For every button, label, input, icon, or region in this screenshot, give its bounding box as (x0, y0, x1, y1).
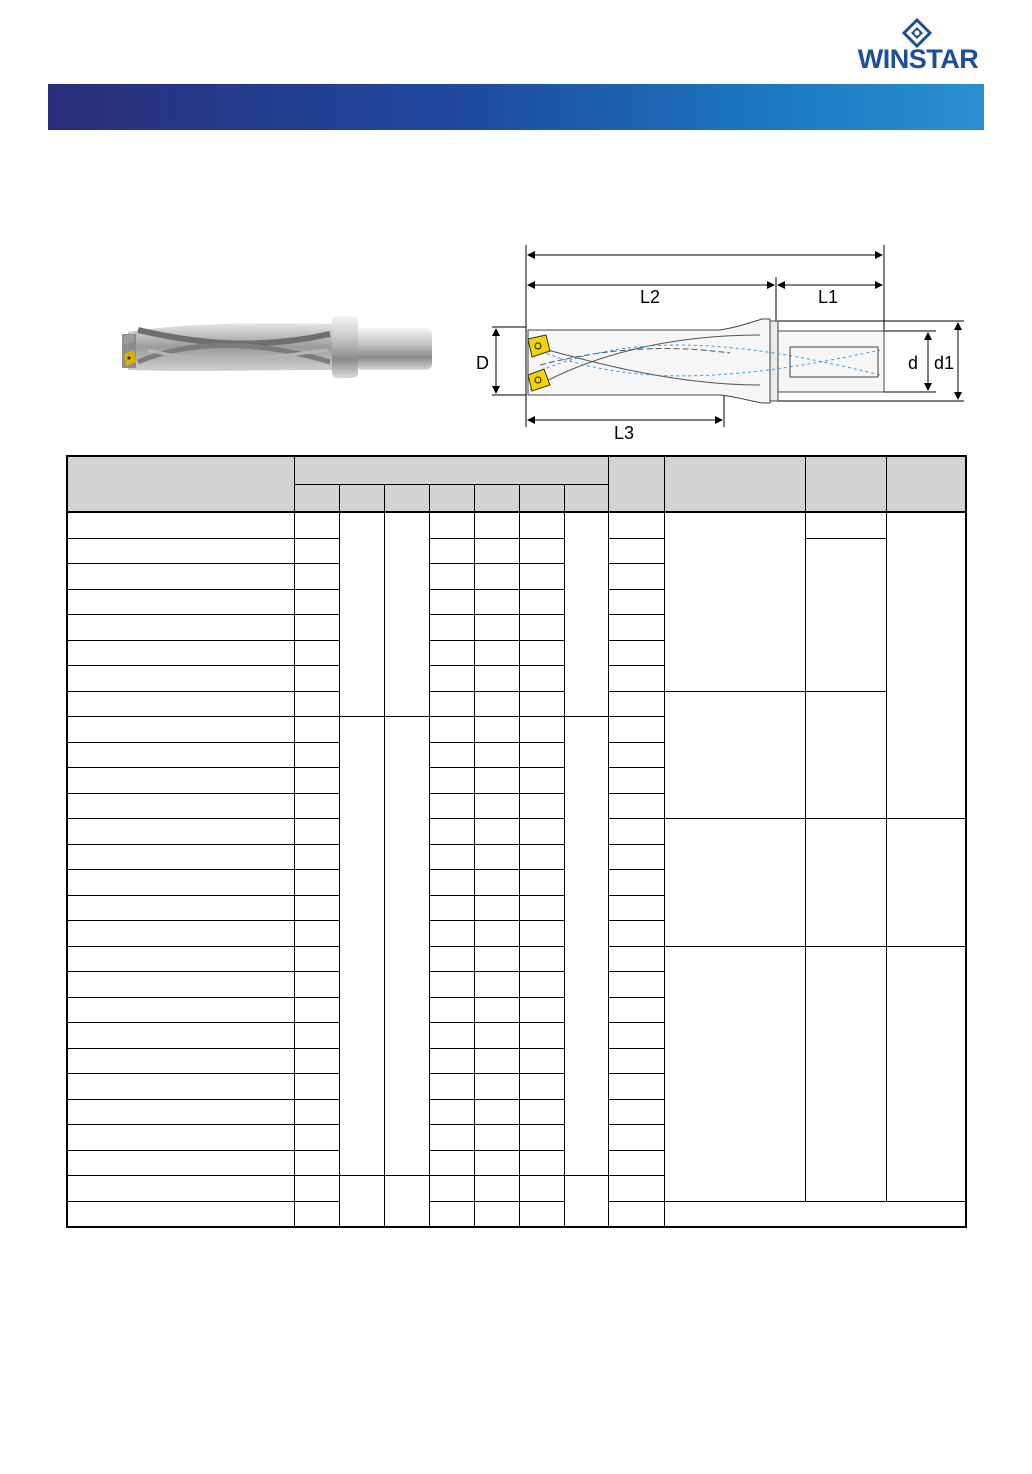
table-cell (384, 717, 429, 1176)
table-cell (294, 538, 339, 564)
table-cell (294, 870, 339, 896)
table-cell (474, 997, 519, 1023)
table-cell (608, 1150, 664, 1176)
table-cell (67, 666, 294, 692)
label-d1: d1 (934, 353, 955, 373)
table-cell (67, 844, 294, 870)
table-cell (519, 768, 564, 794)
spec-table (66, 455, 967, 1228)
table-cell (294, 895, 339, 921)
table-cell (608, 870, 664, 896)
table-cell (474, 1201, 519, 1227)
table-cell (608, 1176, 664, 1202)
table-cell (294, 512, 339, 538)
table-cell (294, 742, 339, 768)
header-banner (48, 84, 984, 130)
table-cell (519, 717, 564, 743)
table-row (67, 538, 966, 564)
table-cell (429, 640, 474, 666)
table-cell (294, 1099, 339, 1125)
table-cell (429, 589, 474, 615)
drill-dimension-diagram (470, 235, 980, 445)
table-cell (67, 589, 294, 615)
table-cell (429, 895, 474, 921)
table-cell (519, 742, 564, 768)
table-cell (294, 691, 339, 717)
table-cell (519, 819, 564, 845)
table-cell (664, 691, 805, 819)
table-cell (519, 666, 564, 692)
table-cell (608, 819, 664, 845)
table-cell (429, 921, 474, 947)
table-cell (429, 564, 474, 590)
table-cell (294, 1074, 339, 1100)
table-row (67, 819, 966, 845)
table-cell (67, 1074, 294, 1100)
table-cell (67, 640, 294, 666)
label-L1: L1 (818, 287, 839, 307)
table-cell (664, 819, 805, 947)
table-cell (67, 1125, 294, 1151)
table-cell (294, 640, 339, 666)
table-cell (564, 717, 608, 1176)
table-cell (429, 1150, 474, 1176)
table-cell (805, 512, 886, 538)
table-cell (384, 1176, 429, 1228)
table-cell (67, 819, 294, 845)
table-cell (429, 1201, 474, 1227)
table-cell (664, 946, 805, 1201)
table-cell (474, 589, 519, 615)
header-cell (805, 456, 886, 512)
table-cell (67, 972, 294, 998)
table-cell (67, 1099, 294, 1125)
table-cell (294, 819, 339, 845)
table-cell (294, 564, 339, 590)
table-row (67, 1201, 966, 1227)
table-cell (474, 972, 519, 998)
table-cell (564, 512, 608, 717)
table-cell (608, 640, 664, 666)
table-cell (429, 512, 474, 538)
table-cell (67, 1150, 294, 1176)
table-cell (608, 921, 664, 947)
table-cell (474, 1023, 519, 1049)
table-cell (294, 997, 339, 1023)
table-cell (384, 512, 429, 717)
table-cell (519, 1048, 564, 1074)
table-cell (429, 1048, 474, 1074)
table-cell (67, 1023, 294, 1049)
table-cell (67, 768, 294, 794)
table-cell (474, 870, 519, 896)
table-cell (67, 564, 294, 590)
table-row (67, 512, 966, 538)
table-cell (608, 742, 664, 768)
table-cell (805, 691, 886, 819)
table-cell (519, 1023, 564, 1049)
table-cell (474, 844, 519, 870)
table-cell (294, 1176, 339, 1202)
table-cell (429, 1023, 474, 1049)
table-cell (429, 1074, 474, 1100)
header-cell (608, 456, 664, 512)
table-cell (429, 844, 474, 870)
table-cell (429, 1099, 474, 1125)
table-cell (519, 972, 564, 998)
table-cell (608, 666, 664, 692)
table-cell (294, 589, 339, 615)
table-cell (67, 615, 294, 641)
table-cell (429, 819, 474, 845)
table-cell (608, 1023, 664, 1049)
table-cell (67, 717, 294, 743)
table-cell (294, 666, 339, 692)
table-cell (294, 1201, 339, 1227)
table-cell (805, 819, 886, 947)
table-cell (67, 895, 294, 921)
table-cell (608, 895, 664, 921)
table-cell (519, 691, 564, 717)
table-cell (886, 512, 966, 819)
table-cell (474, 564, 519, 590)
table-cell (294, 793, 339, 819)
table-cell (474, 1048, 519, 1074)
table-cell (294, 717, 339, 743)
table-cell (294, 972, 339, 998)
header-cell (429, 485, 474, 513)
table-cell (608, 691, 664, 717)
table-cell (519, 640, 564, 666)
table-cell (474, 946, 519, 972)
drill-product-photo (118, 310, 438, 390)
table-cell (474, 1176, 519, 1202)
header-cell (294, 456, 608, 485)
table-cell (608, 997, 664, 1023)
table-cell (564, 1176, 608, 1228)
table-cell (474, 512, 519, 538)
table-cell (608, 717, 664, 743)
brand-logo (848, 18, 988, 74)
table-cell (67, 742, 294, 768)
header-cell (564, 485, 608, 513)
table-cell (67, 997, 294, 1023)
table-cell (429, 870, 474, 896)
table-cell (67, 870, 294, 896)
table-cell (429, 972, 474, 998)
table-cell (67, 512, 294, 538)
table-cell (294, 1125, 339, 1151)
table-cell (429, 1176, 474, 1202)
table-cell (805, 538, 886, 691)
table-cell (608, 793, 664, 819)
table-cell (429, 768, 474, 794)
table-cell (339, 1176, 384, 1228)
table-cell (519, 1099, 564, 1125)
table-cell (474, 895, 519, 921)
table-cell (67, 538, 294, 564)
table-cell (474, 538, 519, 564)
table-cell (474, 819, 519, 845)
header-cell (474, 485, 519, 513)
table-cell (608, 972, 664, 998)
table-cell (608, 1125, 664, 1151)
table-cell (294, 768, 339, 794)
table-cell (608, 538, 664, 564)
table-cell (429, 1125, 474, 1151)
table-cell (519, 946, 564, 972)
table-cell (339, 717, 384, 1176)
table-cell (294, 946, 339, 972)
table-row (67, 691, 966, 717)
table-cell (519, 1074, 564, 1100)
table-cell (429, 997, 474, 1023)
table-cell (519, 1125, 564, 1151)
table-cell (805, 946, 886, 1201)
table-cell (294, 844, 339, 870)
table-cell (429, 691, 474, 717)
table-cell (474, 691, 519, 717)
header-cell (519, 485, 564, 513)
table-cell (519, 1201, 564, 1227)
header-cell (339, 485, 384, 513)
table-cell (519, 997, 564, 1023)
header-cell (664, 456, 805, 512)
table-cell (608, 844, 664, 870)
label-d: d (908, 353, 919, 373)
table-cell (519, 615, 564, 641)
table-cell (67, 1176, 294, 1202)
table-cell (664, 512, 805, 691)
table-cell (67, 1201, 294, 1227)
label-L2: L2 (640, 287, 661, 307)
table-cell (519, 793, 564, 819)
table-cell (608, 512, 664, 538)
table-cell (608, 1201, 664, 1227)
table-cell (474, 768, 519, 794)
table-cell (67, 793, 294, 819)
table-cell (608, 589, 664, 615)
table-cell (67, 691, 294, 717)
table-cell (294, 1023, 339, 1049)
label-L3: L3 (614, 423, 635, 443)
header-cell (384, 485, 429, 513)
table-cell (608, 946, 664, 972)
table-cell (519, 921, 564, 947)
table-cell (474, 1074, 519, 1100)
table-cell (429, 717, 474, 743)
table-cell (886, 946, 966, 1201)
table-cell (474, 640, 519, 666)
table-cell (429, 615, 474, 641)
table-cell (294, 1048, 339, 1074)
table-cell (294, 921, 339, 947)
table-cell (339, 512, 384, 717)
table-cell (519, 564, 564, 590)
table-cell (294, 1150, 339, 1176)
table-cell (429, 742, 474, 768)
table-cell (474, 1125, 519, 1151)
header-cell (886, 456, 966, 512)
table-cell (519, 895, 564, 921)
logo-text: WINSTAR (857, 44, 979, 74)
table-cell (519, 1150, 564, 1176)
table-cell (608, 768, 664, 794)
table-cell (474, 1150, 519, 1176)
table-cell (886, 819, 966, 947)
table-cell (519, 538, 564, 564)
table-cell (608, 564, 664, 590)
table-cell (429, 666, 474, 692)
table-cell (67, 1048, 294, 1074)
header-cell (67, 456, 294, 512)
table-cell (429, 538, 474, 564)
table-cell (519, 589, 564, 615)
table-cell (474, 666, 519, 692)
table-cell (474, 921, 519, 947)
table-cell (294, 615, 339, 641)
table-cell (519, 512, 564, 538)
table-cell (474, 615, 519, 641)
table-cell (474, 1099, 519, 1125)
table-cell (608, 615, 664, 641)
table-cell (474, 742, 519, 768)
table-cell (474, 717, 519, 743)
table-cell (608, 1099, 664, 1125)
table-cell (519, 870, 564, 896)
table-cell (67, 921, 294, 947)
table-cell (67, 946, 294, 972)
header-cell (294, 485, 339, 513)
table-cell (519, 844, 564, 870)
table-cell (519, 1176, 564, 1202)
label-D: D (476, 353, 489, 373)
table-cell (474, 793, 519, 819)
table-cell (608, 1074, 664, 1100)
table-cell (608, 1048, 664, 1074)
table-row (67, 946, 966, 972)
table-cell (429, 946, 474, 972)
table-cell (429, 793, 474, 819)
